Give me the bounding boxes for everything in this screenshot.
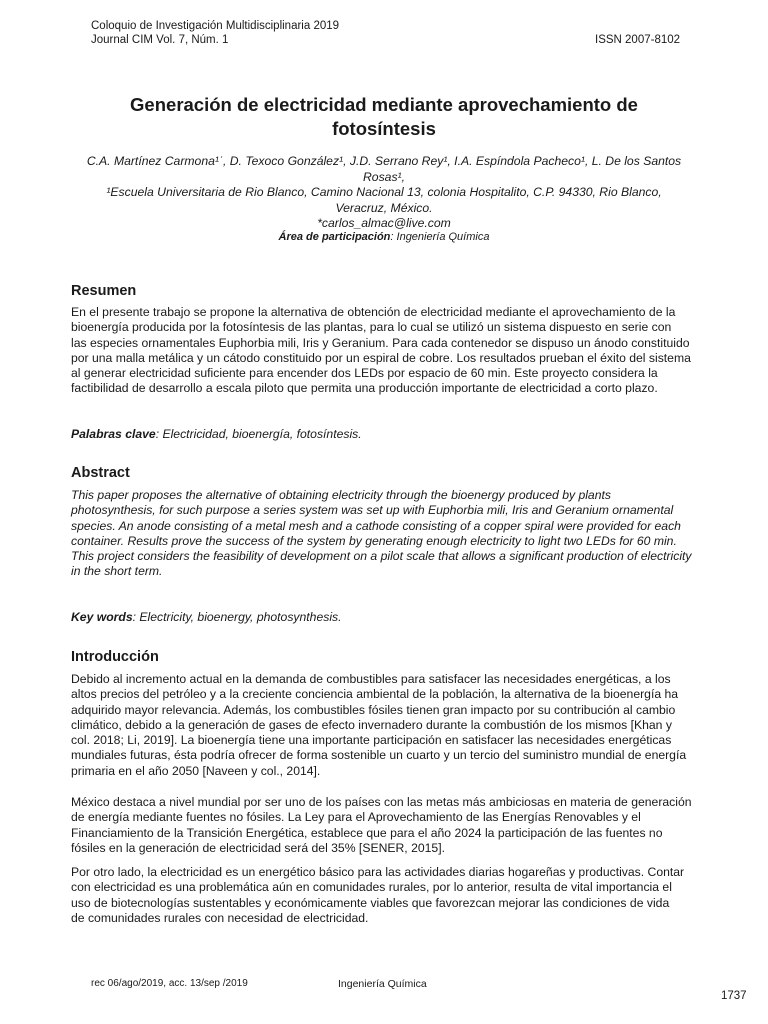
- area-label: Área de participación: [278, 231, 391, 243]
- area-value: : Ingeniería Química: [390, 231, 490, 243]
- introduccion-paragraph-2: [71, 795, 699, 856]
- abstract-line: in the short term.: [71, 564, 163, 579]
- resumen-line: En el presente trabajo se propone la alternativa de obtención de electricidad mediante el aprovechamiento de la: [71, 305, 676, 319]
- intro-line: de energía mediante fuentes no fósiles. La Ley para el Aprovechamiento de las Energías Renovables y el: [71, 810, 641, 825]
- abstract-heading: Abstract: [71, 465, 130, 481]
- intro-line: mundiales futuras, ésta podría ofrecer de forma sostenible un cuarto y un tercio del suministro mundial de energía: [71, 748, 687, 763]
- key-words: [71, 610, 342, 624]
- intro-line: Por otro lado, la electricidad es un energético básico para las actividades diarias hogareñas y productivas. Contar: [71, 865, 685, 879]
- intro-line: adquirido mayor relevancia. Además, los combustibles fósiles tienen gran impacto por su contribución al cambio: [71, 702, 676, 717]
- title-line-2: fotosíntesis: [332, 118, 436, 139]
- authors: [70, 154, 698, 232]
- abstract-line: photosynthesis, for such purpose a series system was set up with Euphorbia mili, Iris and Geranium ornamental: [71, 503, 674, 518]
- intro-line: primaria en el año 2050 [Naveen y col., 2014].: [71, 763, 321, 778]
- intro-line: uso de biotecnologías sustentables y económicamente viables que favorezcan mejorar las condiciones de vida: [71, 895, 670, 910]
- introduccion-paragraph-3: [71, 865, 699, 926]
- resumen-body: [71, 305, 699, 397]
- resumen-line: por una malla metálica y un cátodo constituido por un espiral de cobre. Los resultados prueban el éxito del sistema: [71, 350, 691, 365]
- journal-info: Journal CIM Vol. 7, Núm. 1: [91, 34, 229, 46]
- corresponding-email: *carlos_almac@live.com: [317, 216, 451, 230]
- conference-name: Coloquio de Investigación Multidisciplinaria 2019: [91, 20, 340, 32]
- resumen-line: factibilidad de desarrollo a escala piloto que permita una producción importante de electricidad a corto plazo.: [71, 381, 658, 396]
- authors-line-2: Rosas¹,: [363, 169, 405, 184]
- resumen-heading: Resumen: [71, 283, 137, 299]
- introduccion-heading: Introducción: [71, 649, 159, 665]
- paper-title: [70, 93, 698, 141]
- palabras-clave-label: Palabras clave: [71, 427, 156, 441]
- key-words-value: : Electricity, bioenergy, photosynthesis.: [132, 610, 342, 624]
- resumen-line: al generar electricidad suficiente para encender dos LEDs por espacio de 60 min. Este proyecto considera la: [71, 366, 658, 381]
- footer-dates: rec 06/ago/2019, acc. 13/sep /2019: [91, 978, 248, 989]
- abstract-line: species. An anode consisting of a metal mesh and a cathode consisting of a copper spiral were provided for each: [71, 518, 681, 533]
- intro-line: col. 2018; Li, 2019]. La bioenergía tiene una importante participación en satisfacer las necesidades energéticas: [71, 733, 672, 748]
- abstract-line: This project considers the feasibility of development on a pilot scale that allows a significant production of electricity: [71, 549, 692, 564]
- page-number: 1737: [721, 990, 747, 1002]
- intro-line: México destaca a nivel mundial por ser uno de los países con las metas más ambiciosas en materia de generación: [71, 795, 692, 809]
- abstract-line: container. Results prove the success of the system by generating enough electricity to light two LEDs for 60 min.: [71, 533, 677, 548]
- participation-area: [70, 230, 698, 246]
- intro-line: con electricidad es una problemática aún en comunidades rurales, por lo anterior, resulta de vital importancia el: [71, 880, 672, 895]
- palabras-clave-value: : Electricidad, bioenergía, fotosíntesis.: [155, 427, 362, 441]
- intro-line: climático, debido a la generación de gases de efecto invernadero durante la combustión de los mismos [Khan y: [71, 717, 672, 732]
- intro-line: Financiamiento de la Transición Energética, establece que para el año 2024 la participación de las fuentes no: [71, 825, 663, 840]
- key-words-label: Key words: [71, 610, 133, 624]
- intro-line: fósiles en la generación de electricidad será del 35% [SENER, 2015].: [71, 840, 445, 855]
- affiliation-line-2: Veracruz, México.: [335, 200, 433, 215]
- affiliation-line-1: ¹Escuela Universitaria de Rio Blanco, Camino Nacional 13, colonia Hospitalito, C.P. 94330, Rio Blanco,: [106, 185, 662, 199]
- intro-line: Debido al incremento actual en la demanda de combustibles para satisfacer las necesidades energéticas, a los: [71, 672, 671, 686]
- title-line-1: Generación de electricidad mediante aprovechamiento de: [130, 94, 638, 115]
- resumen-line: bioenergía producida por la fotosíntesis de las plantas, para lo cual se utilizó un sistema dispuesto en serie con: [71, 320, 672, 335]
- introduccion-paragraph-1: [71, 672, 699, 779]
- intro-line: altos precios del petróleo y a la creciente conciencia ambiental de la población, la alternativa de la bioenergía ha: [71, 687, 679, 702]
- palabras-clave: [71, 427, 362, 441]
- abstract-line: This paper proposes the alternative of obtaining electricity through the bioenergy produced by plants: [71, 488, 611, 502]
- abstract-body: [71, 488, 699, 580]
- issn: ISSN 2007-8102: [595, 34, 681, 46]
- resumen-line: las especies ornamentales Euphorbia mili, Iris y Geranium. Para cada contenedor se dispuso un ánodo constituido: [71, 335, 690, 350]
- authors-line-1: C.A. Martínez Carmona¹˙, D. Texoco González¹, J.D. Serrano Rey¹, I.A. Espíndola Pacheco¹, L. De los Santos: [86, 154, 682, 168]
- intro-line: de comunidades rurales con necesidad de electricidad.: [71, 910, 369, 925]
- footer-area: Ingeniería Química: [338, 978, 427, 990]
